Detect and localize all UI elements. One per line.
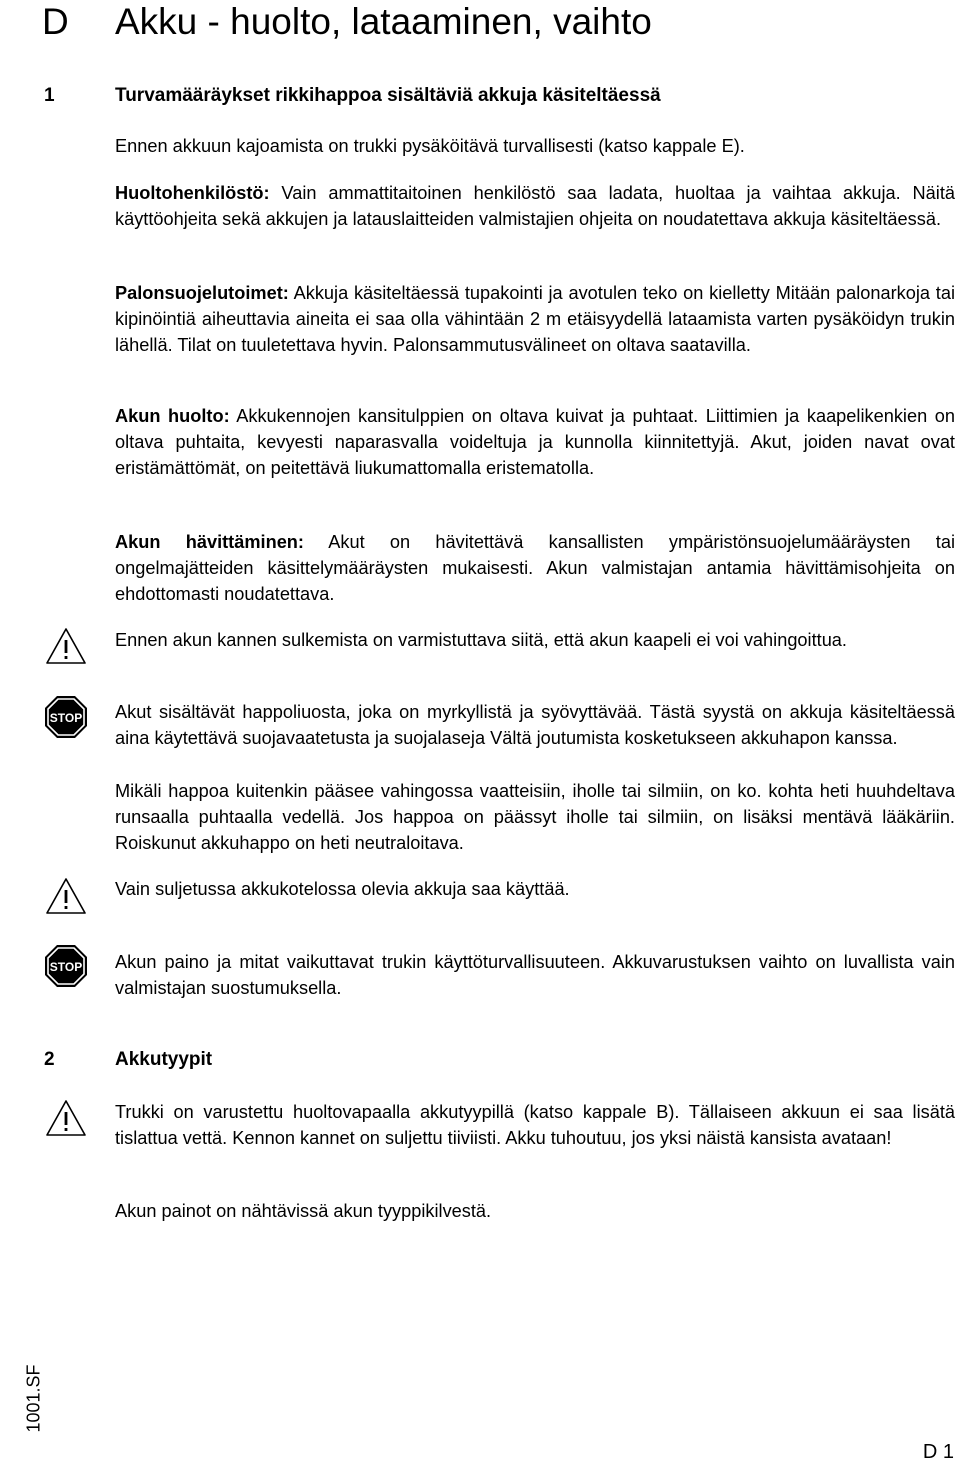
- stop-weight-text: Akun paino ja mitat vaikuttavat trukin käyttöturvallisuuteen. Akkuvarustuksen vaihto on luvallista vain valmistajan suostumuksella.: [115, 952, 955, 999]
- paragraph-battery-maintenance: [115, 403, 955, 482]
- section-1-number: 1: [44, 85, 55, 106]
- paragraph-battery-weights: Akun painot on nähtävissä akun tyyppikilvestä.: [115, 1201, 492, 1221]
- personnel-text: Vain ammattitaitoinen henkilöstö saa ladata, huoltaa ja vaihtaa akkuja. Näitä käyttöohjeita sekä akkujen ja latauslaitteiden valmistajien ohjeita on noudatettava akkuja käsiteltäessä.: [115, 183, 955, 230]
- stop-sign-label: STOP: [49, 960, 83, 974]
- warning-housing-text: Vain suljetussa akkukotelossa olevia akkuja saa käyttää.: [115, 879, 570, 899]
- section-2-title: Akkutyypit: [115, 1049, 213, 1070]
- maintenance-text: Akkukennojen kansitulppien on oltava kuivat ja puhtaat. Liittimien ja kaapelikenkien on oltava puhtaita, kevyesti naparasvalla voideltuja ja kunnolla kiinnitettyjä. Akut, joiden navat ovat eristämättömät, on peitettävä liukumattomalla eristematolla.: [115, 406, 955, 479]
- section-2-number: 2: [44, 1049, 55, 1070]
- warning-triangle-icon: [44, 876, 88, 916]
- stop-acid-text-a: Akut sisältävät happoliuosta, joka on myrkyllistä ja syövyttävää. Tästä syystä on akkuja käsiteltäessä aina käytettävä suojavaatetusta ja suojalaseja Vältä joutumista kosketukseen akkuhapon kanssa.: [115, 702, 955, 749]
- document-code: 1001.SF: [23, 1364, 44, 1433]
- warning-cable-text: Ennen akun kannen sulkemista on varmistuttava siitä, että akun kaapeli ei voi vahingoittua.: [115, 630, 847, 650]
- disposal-text: Akut on hävitettävä kansallisten ympäristönsuojelumääräysten tai ongelmajätteiden käsittelymääräysten mukaisesti. Akun valmistajan antamia hävittämisohjeita on ehdottomasti noudatettava.: [115, 532, 956, 605]
- stop-sign-icon: [44, 944, 88, 988]
- stop-acid-text-b: Mikäli happoa kuitenkin pääsee vahingossa vaatteisiin, iholle tai silmiin, on ko. kohta heti huuhdeltava runsaalla puhtaalla vedellä. Jos happoa on päässyt iholle tai silmiin, on lisäksi mentävä lääkäriin. Roiskunut akkuhappo on heti neutraloitava.: [115, 781, 955, 854]
- page-number: D 1: [922, 1441, 954, 1463]
- stop-sign-icon: [44, 695, 88, 739]
- paragraph-personnel: [115, 180, 955, 232]
- fire-safety-text: Akkuja käsiteltäessä tupakointi ja avotulen teko on kielletty Mitään palonarkoja tai kipinöintiä aiheuttavia aineita ei saa olla vähintään 2 m etäisyydellä lataamista varten pysäköidyn trukin lähellä. Tilat on tuuletettava hyvin. Palonsammutusvälineet on oltava saatavilla.: [115, 283, 955, 356]
- disposal-label: Akun hävittäminen:: [115, 532, 304, 552]
- paragraph-fire-safety: [115, 280, 955, 359]
- stop-sign-label: STOP: [49, 711, 83, 725]
- paragraph-parking: Ennen akkuun kajoamista on trukki pysäköitävä turvallisesti (katso kappale E).: [115, 136, 745, 156]
- chapter-title: Akku - huolto, lataaminen, vaihto: [115, 1, 652, 42]
- maintenance-label: Akun huolto:: [115, 406, 230, 426]
- warning-maintenance-free-text: Trukki on varustettu huoltovapaalla akkutyypillä (katso kappale B). Tällaiseen akkuun ei saa lisätä tislattua vettä. Kennon kannet on suljettu tiiviisti. Akku tuhoutuu, jos yksi näistä kansista avataan!: [115, 1102, 955, 1149]
- personnel-label: Huoltohenkilöstö:: [115, 183, 270, 203]
- paragraph-disposal: [115, 529, 955, 608]
- warning-triangle-icon: [44, 626, 88, 666]
- chapter-letter: D: [42, 1, 69, 42]
- warning-triangle-icon: [44, 1098, 88, 1138]
- section-1-title: Turvamääräykset rikkihappoa sisältäviä akkuja käsiteltäessä: [115, 85, 661, 106]
- fire-safety-label: Palonsuojelutoimet:: [115, 283, 289, 303]
